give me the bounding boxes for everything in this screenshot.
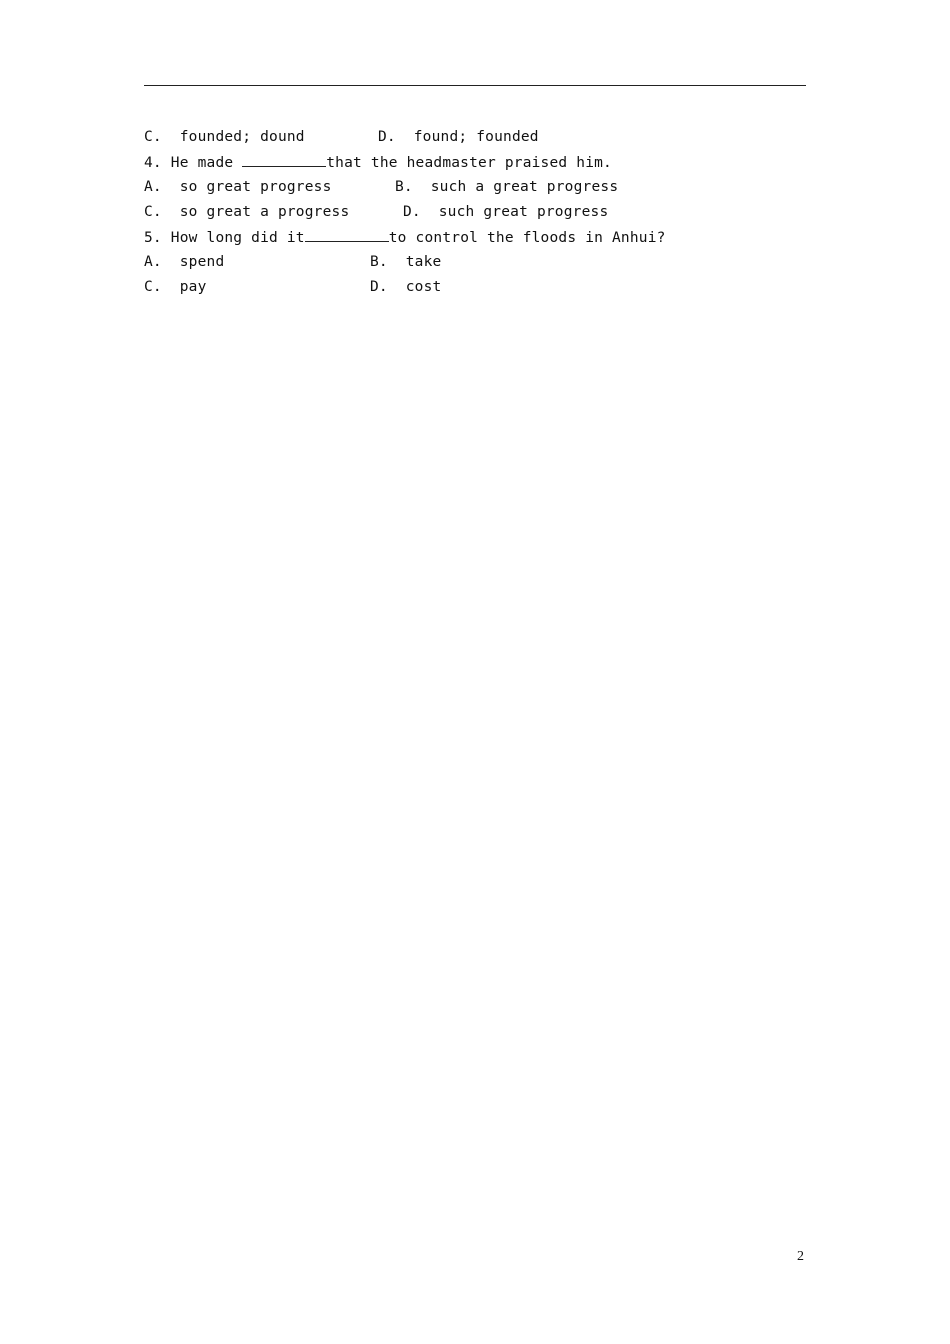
- q5-stem-start: 5. How long did it: [144, 230, 305, 246]
- q5-option-c: C. pay: [144, 279, 207, 295]
- q3-option-d: D. found; founded: [378, 129, 539, 145]
- q5-stem: [144, 228, 666, 247]
- header-rule: [144, 85, 806, 86]
- q4-option-b: B. such a great progress: [395, 179, 619, 195]
- q5-option-b: B. take: [370, 254, 442, 270]
- q4-stem: [144, 153, 612, 172]
- q4-stem-end: that the headmaster praised him.: [326, 155, 612, 171]
- q5-option-a: A. spend: [144, 254, 225, 270]
- q5-option-d: D. cost: [370, 279, 442, 295]
- q5-answer-blank: [305, 228, 389, 242]
- q4-answer-blank: [242, 153, 326, 167]
- q5-stem-end: to control the floods in Anhui?: [388, 230, 666, 246]
- q4-option-c: C. so great a progress: [144, 204, 350, 220]
- q4-stem-start: 4. He made: [144, 155, 243, 171]
- q4-option-d: D. such great progress: [403, 204, 609, 220]
- q4-option-a: A. so great progress: [144, 179, 332, 195]
- page-number: 2: [797, 1249, 804, 1264]
- q3-option-c: C. founded; dound: [144, 129, 305, 145]
